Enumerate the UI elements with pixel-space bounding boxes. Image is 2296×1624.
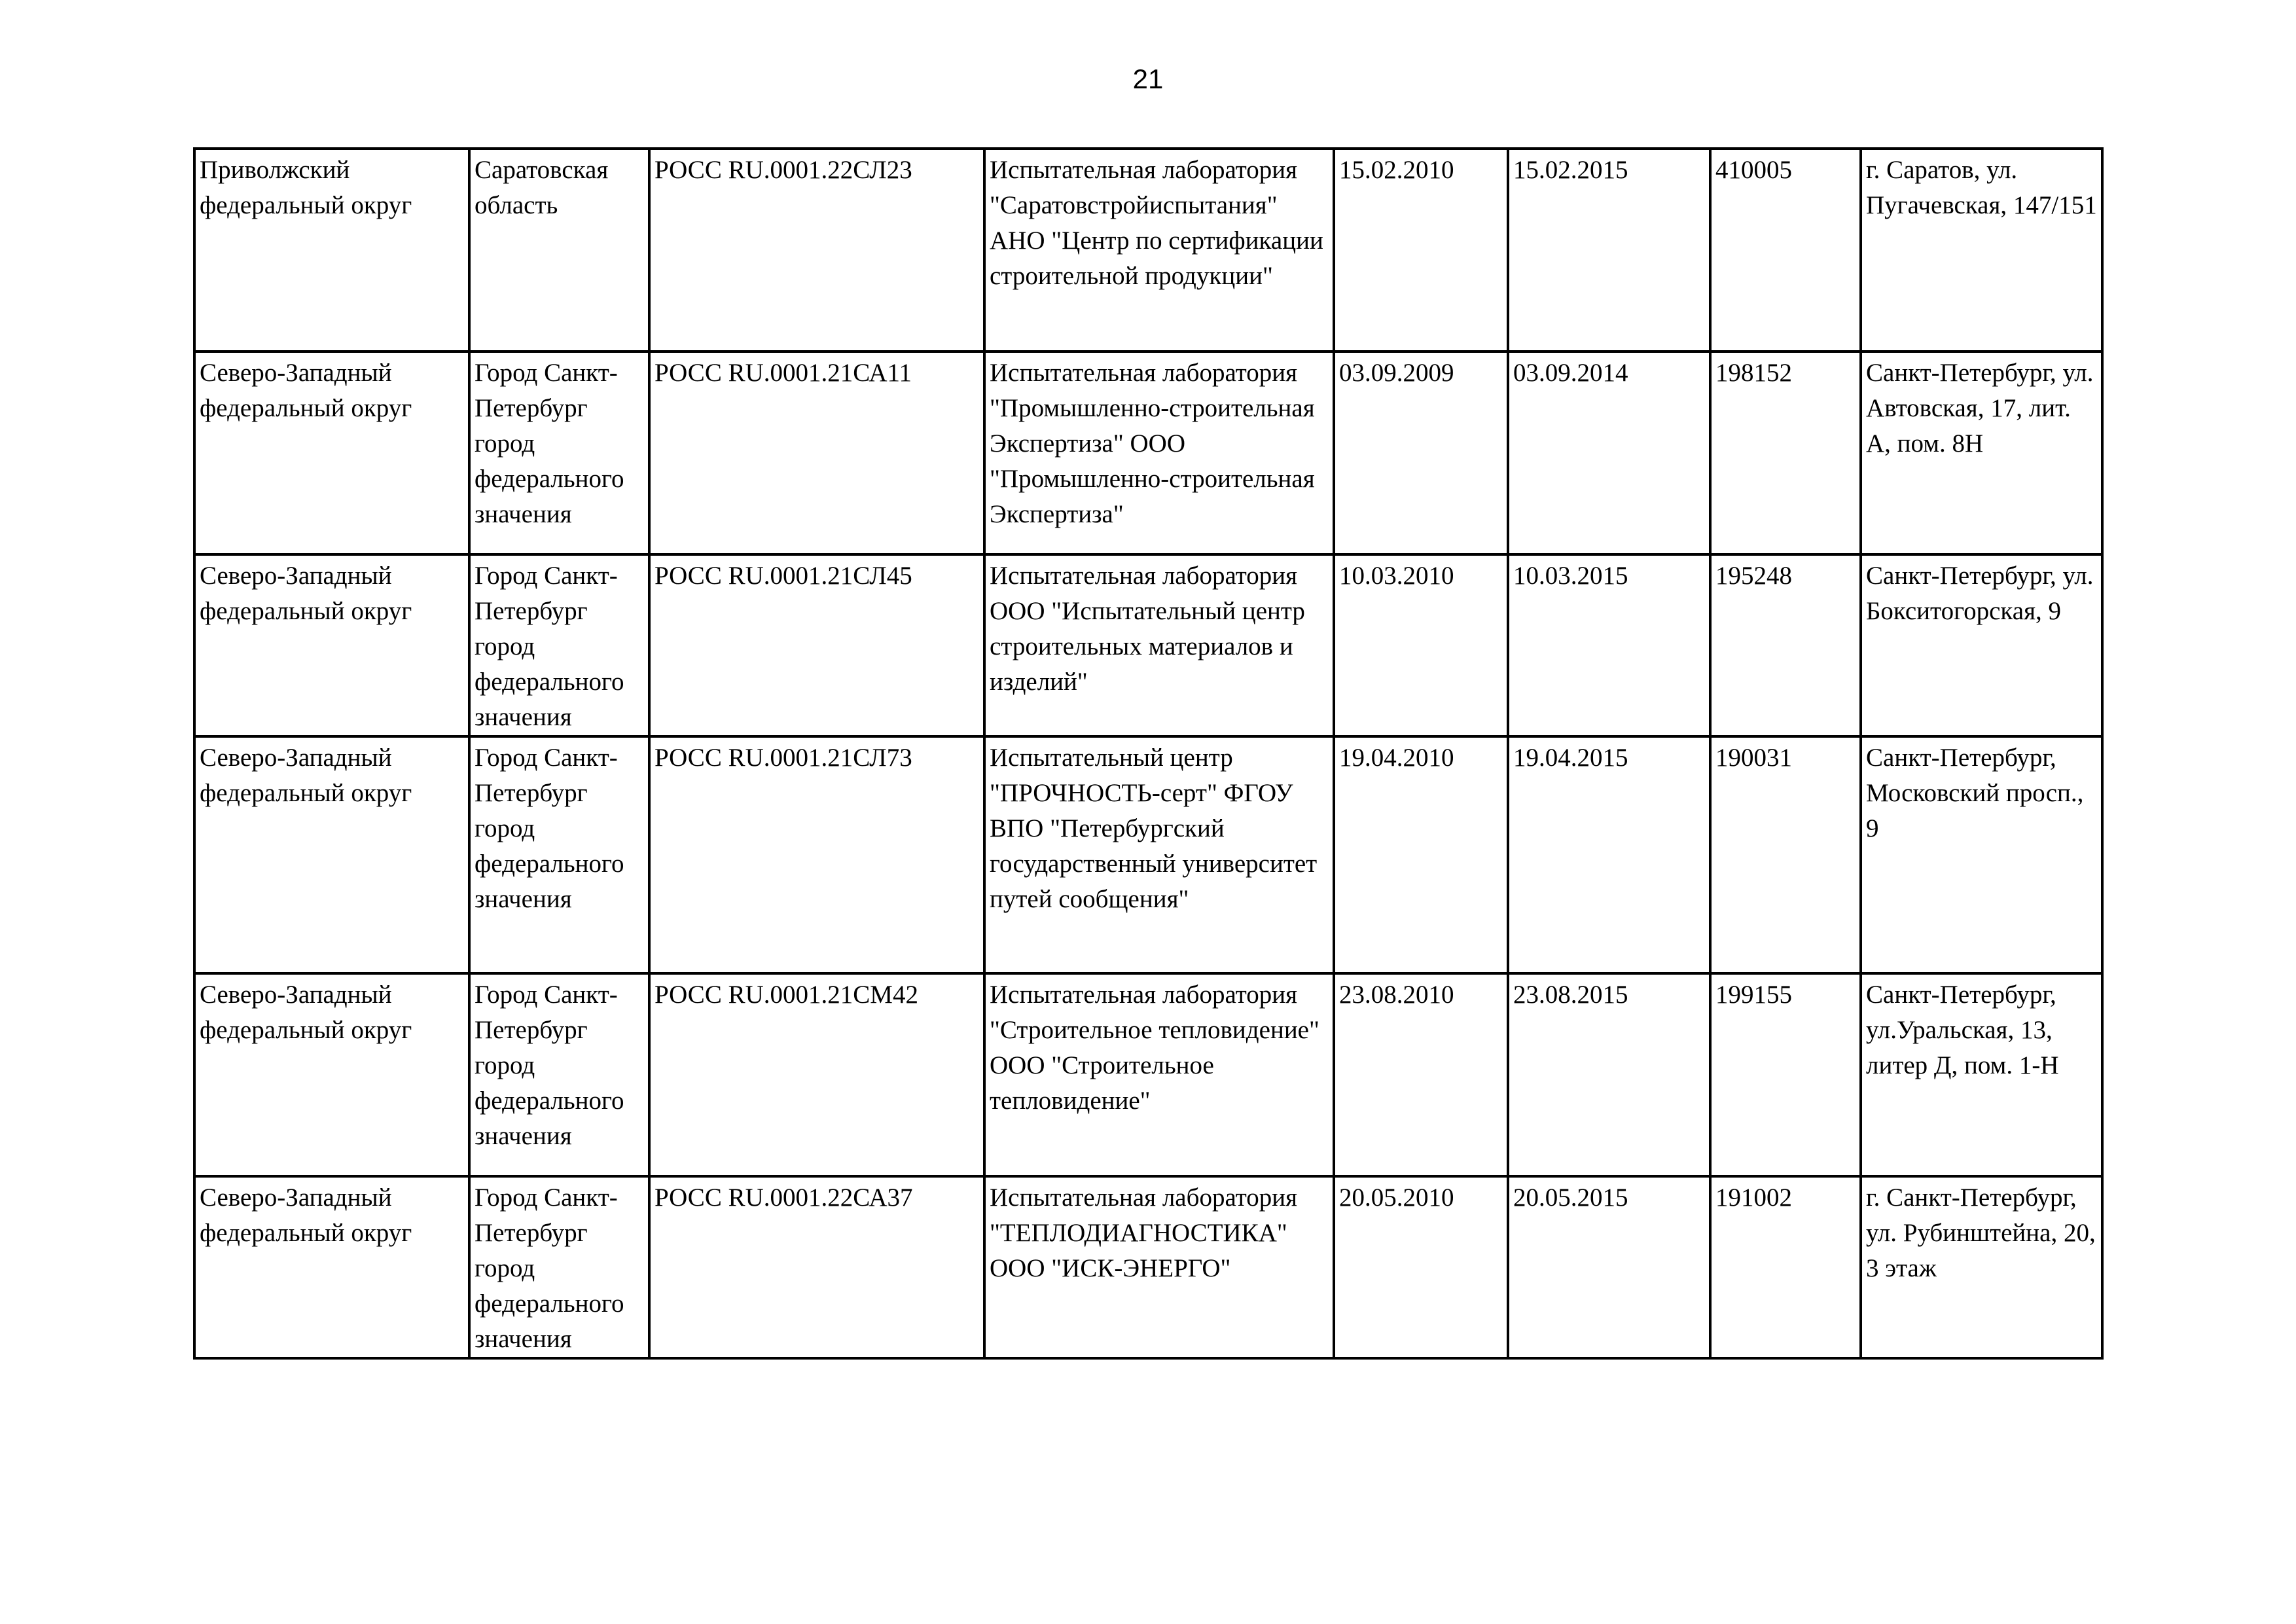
cell-district: Северо-Западный федеральный округ [194,973,469,1176]
cell-date-to: 20.05.2015 [1508,1176,1710,1358]
cell-date-to: 19.04.2015 [1508,736,1710,973]
cell-postcode: 198152 [1710,352,1861,554]
cell-region: Саратовская область [469,149,649,352]
cell-date-from: 10.03.2010 [1334,554,1508,736]
cell-district: Приволжский федеральный округ [194,149,469,352]
cell-region: Город Санкт-Петербург город федерального значения [469,352,649,554]
cell-date-to: 23.08.2015 [1508,973,1710,1176]
cell-region: Город Санкт-Петербург город федерального значения [469,1176,649,1358]
cell-district: Северо-Западный федеральный округ [194,736,469,973]
table-row [194,973,2102,1176]
cell-postcode: 190031 [1710,736,1861,973]
cell-address: г. Санкт-Петербург, ул. Рубинштейна, 20, 3 этаж [1861,1176,2102,1358]
cell-region: Город Санкт-Петербург город федерального значения [469,554,649,736]
cell-date-from: 20.05.2010 [1334,1176,1508,1358]
cell-date-from: 03.09.2009 [1334,352,1508,554]
cell-organization: Испытательный центр "ПРОЧНОСТЬ-серт" ФГОУ ВПО "Петербургский государственный университет путей сообщения" [984,736,1334,973]
cell-reg-number: РОСС RU.0001.21СМ42 [649,973,984,1176]
table-row [194,149,2102,352]
cell-district: Северо-Западный федеральный округ [194,352,469,554]
cell-address: г. Саратов, ул. Пугачевская, 147/151 [1861,149,2102,352]
cell-reg-number: РОСС RU.0001.22СА37 [649,1176,984,1358]
table-row [194,736,2102,973]
table-row [194,1176,2102,1358]
cell-date-to: 15.02.2015 [1508,149,1710,352]
cell-date-from: 23.08.2010 [1334,973,1508,1176]
cell-reg-number: РОСС RU.0001.21СЛ45 [649,554,984,736]
cell-organization: Испытательная лаборатория "Промышленно-строительная Экспертиза" ООО "Промышленно-строительная Экспертиза" [984,352,1334,554]
cell-postcode: 195248 [1710,554,1861,736]
cell-postcode: 191002 [1710,1176,1861,1358]
table-row [194,352,2102,554]
cell-date-from: 15.02.2010 [1334,149,1508,352]
cell-reg-number: РОСС RU.0001.21СЛ73 [649,736,984,973]
cell-organization: Испытательная лаборатория "Строительное тепловидение" ООО "Строительное тепловидение" [984,973,1334,1176]
cell-district: Северо-Западный федеральный округ [194,1176,469,1358]
cell-region: Город Санкт-Петербург город федерального значения [469,973,649,1176]
cell-district: Северо-Западный федеральный округ [194,554,469,736]
cell-postcode: 410005 [1710,149,1861,352]
page-number: 21 [1132,63,1164,94]
cell-address: Санкт-Петербург, Московский просп., 9 [1861,736,2102,973]
cell-reg-number: РОСС RU.0001.21СА11 [649,352,984,554]
cell-organization: Испытательная лаборатория "Саратовстройиспытания" АНО "Центр по сертификации строительной продукции" [984,149,1334,352]
cell-region: Город Санкт-Петербург город федерального значения [469,736,649,973]
cell-date-to: 10.03.2015 [1508,554,1710,736]
cell-organization: Испытательная лаборатория ООО "Испытательный центр строительных материалов и изделий" [984,554,1334,736]
cell-address: Санкт-Петербург, ул.Уральская, 13, литер Д, пом. 1-Н [1861,973,2102,1176]
cell-reg-number: РОСС RU.0001.22СЛ23 [649,149,984,352]
cell-date-to: 03.09.2014 [1508,352,1710,554]
cell-postcode: 199155 [1710,973,1861,1176]
cell-organization: Испытательная лаборатория "ТЕПЛОДИАГНОСТИКА" ООО "ИСК-ЭНЕРГО" [984,1176,1334,1358]
cell-date-from: 19.04.2010 [1334,736,1508,973]
table-row [194,554,2102,736]
cell-address: Санкт-Петербург, ул. Бокситогорская, 9 [1861,554,2102,736]
cell-address: Санкт-Петербург, ул. Автовская, 17, лит. А, пом. 8Н [1861,352,2102,554]
registry-table [193,147,2104,1360]
